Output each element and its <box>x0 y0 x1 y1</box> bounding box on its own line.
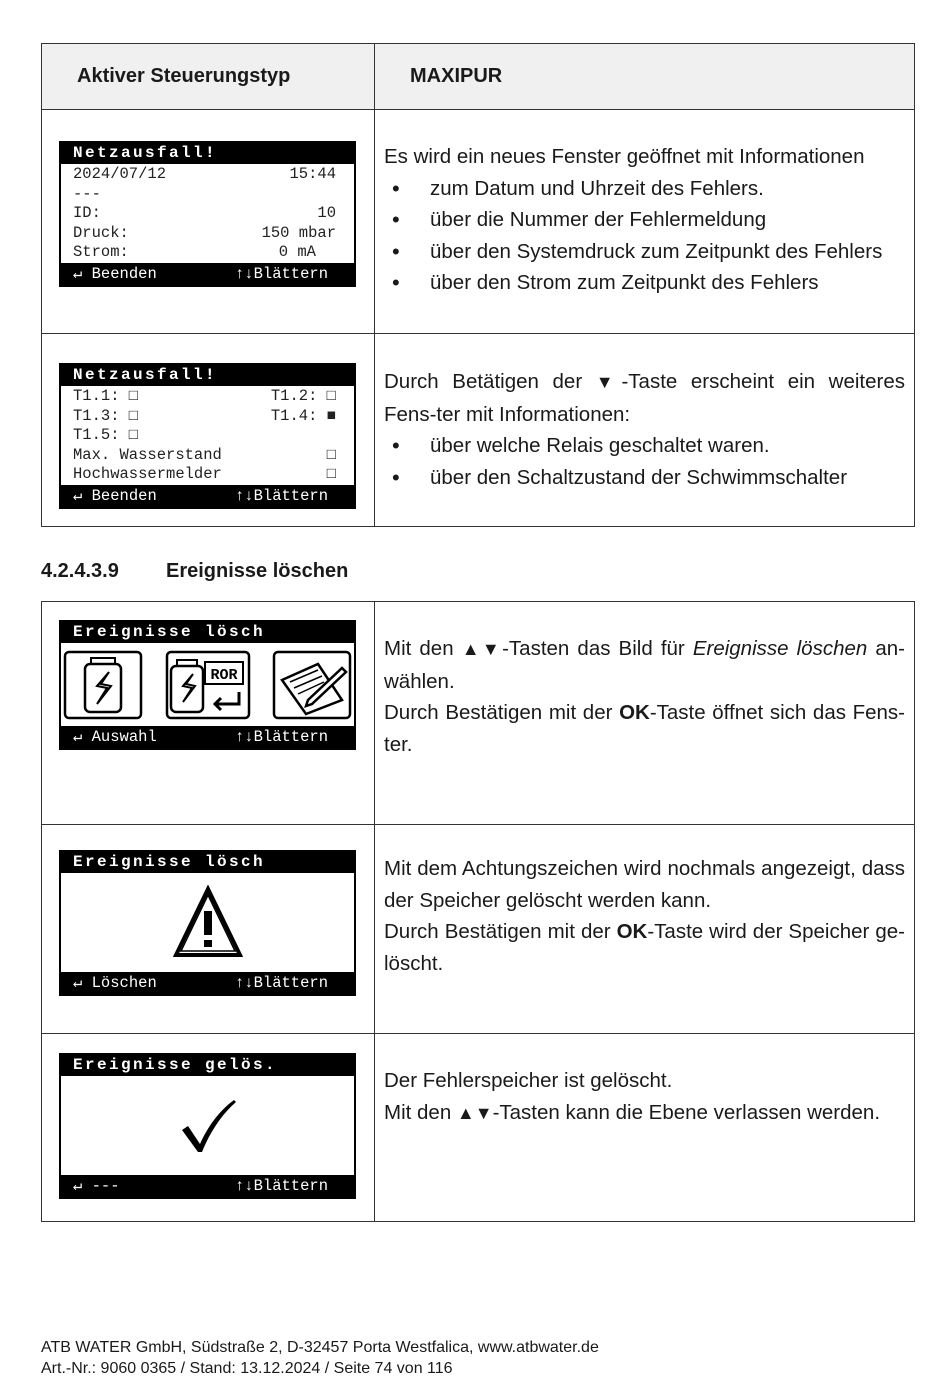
up-down-arrow-icon: ▲▼ <box>456 1102 493 1123</box>
bullet-list <box>384 173 905 299</box>
header-value: MAXIPUR <box>410 65 503 87</box>
description-paragraph: Mit dem Achtungszeichen wird nochmals angezeigt, dass der Speicher gelöscht werden kann. <box>384 857 905 912</box>
lcd-cell <box>42 334 375 527</box>
section-number: 4.2.4.3.9 <box>41 560 119 582</box>
lcd-row-t1-3 <box>73 407 336 427</box>
lcd-footer-left: ↵ Beenden <box>73 486 157 505</box>
lcd-footer-left: ↵ Beenden <box>73 264 157 283</box>
lcd-max-label: Max. Wasserstand <box>73 445 222 464</box>
header-label: Aktiver Steuerungstyp <box>77 65 291 87</box>
down-arrow-icon: ▼ <box>595 372 622 392</box>
lcd-row-max <box>73 446 336 466</box>
lcd-id-value: 10 <box>317 204 336 223</box>
ok-key-label: OK <box>619 701 650 724</box>
lcd-symbol-area <box>61 1076 354 1175</box>
lcd-footer-left: ↵ Löschen <box>73 974 157 992</box>
lcd-display-netzausfall-2 <box>59 363 356 509</box>
battery-ror-icon <box>165 650 251 720</box>
description-text <box>375 825 914 979</box>
lcd-dashes: --- <box>73 184 101 203</box>
text-run: -Taste wird der Speicher ge-löscht. <box>384 920 905 975</box>
lcd-t11: T1.1: □ <box>73 387 139 405</box>
lcd-footer-left: ↵ --- <box>73 1177 120 1195</box>
description-paragraph <box>384 633 905 697</box>
warning-icon <box>173 885 243 961</box>
list-item: • über die Nummer der Fehlermeldung <box>384 204 905 236</box>
lcd-t14: T1.4: ■ <box>270 406 336 425</box>
lcd-hoch-value: □ <box>326 465 336 484</box>
description-paragraph: Der Fehlerspeicher ist gelöscht. <box>384 1069 673 1092</box>
lcd-footer-right: ↑↓Blättern <box>234 486 328 505</box>
ok-key-label: OK <box>616 920 648 943</box>
lcd-id-label: ID: <box>73 204 101 223</box>
table-row <box>42 825 915 1034</box>
lcd-row-datetime <box>73 165 336 185</box>
lcd-strom-value: 0 mA <box>278 243 316 262</box>
table-row <box>42 1034 915 1222</box>
text-run: -Tasten kann die Ebene verlassen werden. <box>492 1100 881 1124</box>
text-run: Durch Bestätigen mit der <box>384 920 617 943</box>
lcd-row-hoch <box>73 465 336 485</box>
description-cell <box>375 825 915 1034</box>
lcd-max-value: □ <box>326 445 336 464</box>
lcd-cell <box>42 602 375 825</box>
lcd-body <box>61 386 354 485</box>
description-cell <box>375 334 915 527</box>
events-table <box>41 601 915 1222</box>
lcd-icon-row <box>61 643 354 726</box>
table-row <box>42 602 915 825</box>
lcd-body <box>61 164 354 263</box>
lcd-footer <box>61 263 354 285</box>
lcd-druck-label: Druck: <box>73 223 129 242</box>
header-cell-maxipur <box>375 44 915 110</box>
description-intro <box>384 366 905 430</box>
description-text <box>375 334 914 493</box>
lcd-date: 2024/07/12 <box>73 165 167 183</box>
lcd-time: 15:44 <box>289 165 336 183</box>
text-run: Mit den <box>384 1100 457 1124</box>
lcd-title: Ereignisse lösch <box>61 852 354 873</box>
lcd-footer-left: ↵ Auswahl <box>73 728 157 746</box>
description-paragraph <box>384 697 905 760</box>
description-text <box>375 1034 914 1129</box>
description-paragraph <box>384 1097 905 1130</box>
text-run: Durch Betätigen der <box>384 370 596 393</box>
lcd-display-ereignisse-geloescht <box>59 1053 356 1199</box>
table-row <box>42 334 915 527</box>
lcd-footer-right: ↑↓Blättern <box>234 974 328 992</box>
checkmark-icon <box>178 1096 238 1156</box>
lcd-row-t1-1 <box>73 387 336 407</box>
lcd-footer <box>61 485 354 507</box>
lcd-druck-value: 150 mbar <box>261 223 336 242</box>
lcd-footer <box>61 1175 354 1197</box>
list-item: • über den Strom zum Zeitpunkt des Fehlers <box>384 267 905 299</box>
section-title: Ereignisse löschen <box>166 560 349 582</box>
lcd-title: Ereignisse lösch <box>61 622 354 643</box>
section-heading <box>41 560 348 583</box>
description-cell <box>375 1034 915 1222</box>
lcd-title: Netzausfall! <box>61 143 354 164</box>
lcd-hoch-label: Hochwassermelder <box>73 465 222 484</box>
list-item: • über den Schaltzustand der Schwimmschalter <box>384 462 905 494</box>
description-intro: Es wird ein neues Fenster geöffnet mit Informationen <box>384 145 865 168</box>
footer-article: Art.-Nr.: 9060 0365 / Stand: 13.12.2024 / Seite 74 von 116 <box>41 1360 453 1377</box>
lcd-cell <box>42 1034 375 1222</box>
lcd-display-ereignisse-warning <box>59 850 356 996</box>
lcd-row-druck <box>73 224 336 244</box>
text-run: an-wählen. <box>384 637 906 693</box>
text-run: -Tasten das Bild für <box>502 637 693 660</box>
lcd-strom-label: Strom: <box>73 243 129 262</box>
lcd-row-t1-5 <box>73 426 336 446</box>
lcd-t15: T1.5: □ <box>73 426 139 445</box>
footer-company: ATB WATER GmbH, Südstraße 2, D-32457 Porta Westfalica, www.atbwater.de <box>41 1339 599 1356</box>
page-footer <box>41 1337 599 1379</box>
lcd-title: Netzausfall! <box>61 365 354 386</box>
description-text <box>375 602 914 760</box>
lcd-row-strom <box>73 243 336 263</box>
description-paragraph <box>384 916 905 979</box>
lcd-display-ereignisse-loesch <box>59 620 356 750</box>
emphasis-text: Ereignisse löschen <box>692 637 868 660</box>
notepad-edit-icon <box>272 650 352 720</box>
info-table <box>41 43 915 527</box>
description-text <box>375 110 914 299</box>
lcd-symbol-area <box>61 873 354 972</box>
lcd-footer-right: ↑↓Blättern <box>234 1177 328 1195</box>
lcd-t13: T1.3: □ <box>73 406 139 425</box>
text-run: Mit den <box>384 637 462 660</box>
text-run: -Taste öffnet sich das Fens-ter. <box>384 701 906 756</box>
lcd-footer <box>61 972 354 994</box>
table-row <box>42 110 915 334</box>
ror-label: ROR <box>209 666 238 684</box>
bullet-list <box>384 430 905 493</box>
list-item: • zum Datum und Uhrzeit des Fehlers. <box>384 173 905 205</box>
description-cell <box>375 110 915 334</box>
lcd-t12: T1.2: □ <box>270 387 336 405</box>
lcd-footer <box>61 726 354 748</box>
header-cell-control-type <box>42 44 375 110</box>
battery-icon <box>63 650 143 720</box>
list-item: • über welche Relais geschaltet waren. <box>384 430 905 462</box>
table-header-row <box>42 44 915 110</box>
description-cell <box>375 602 915 825</box>
text-run: Durch Bestätigen mit der <box>384 701 620 724</box>
list-item: • über den Systemdruck zum Zeitpunkt des Fehlers <box>384 236 905 268</box>
lcd-display-netzausfall-1 <box>59 141 356 287</box>
lcd-row-id <box>73 204 336 224</box>
lcd-cell <box>42 825 375 1034</box>
text-run: -Taste erscheint ein weiteres Fens-ter mit Informationen: <box>384 370 905 426</box>
lcd-title: Ereignisse gelös. <box>61 1055 354 1076</box>
lcd-cell <box>42 110 375 334</box>
up-down-arrow-icon: ▲▼ <box>461 639 503 659</box>
lcd-row-dashes <box>73 185 336 205</box>
lcd-footer-right: ↑↓Blättern <box>234 728 328 746</box>
lcd-footer-right: ↑↓Blättern <box>234 264 328 283</box>
